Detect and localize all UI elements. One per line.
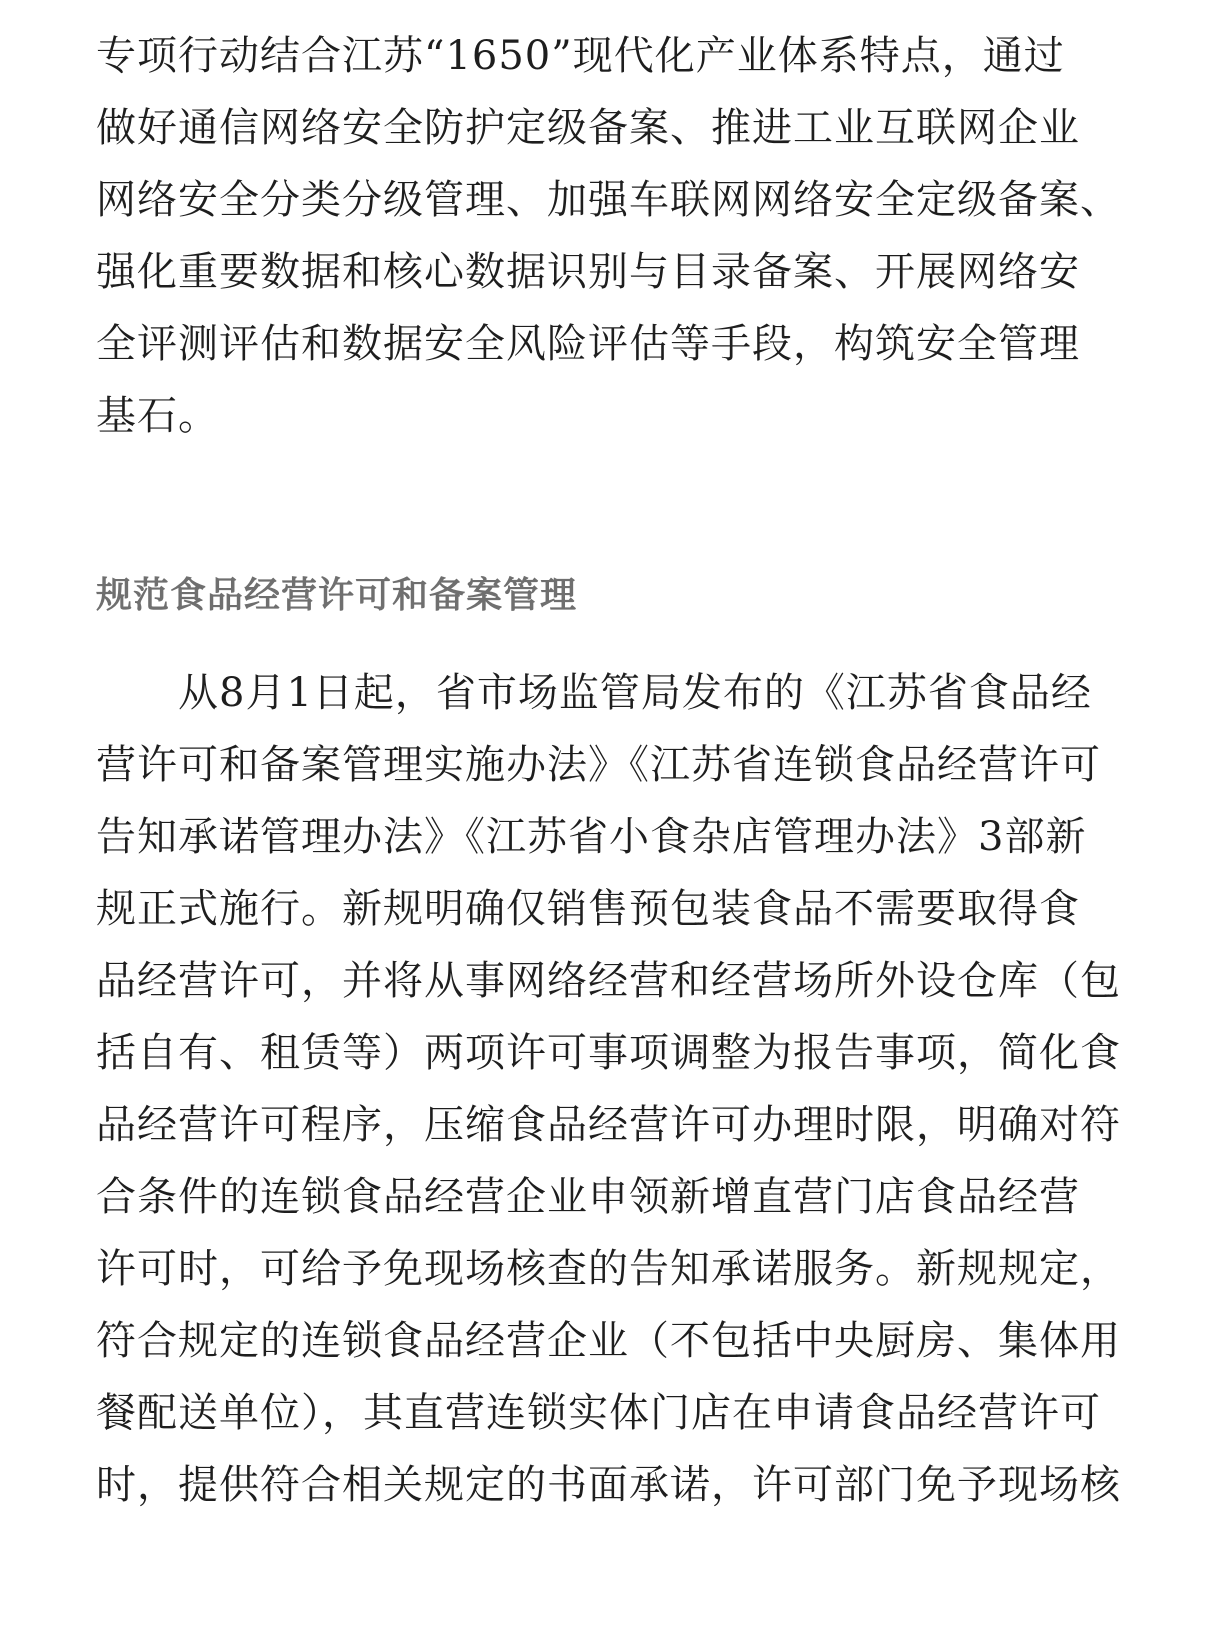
text-line: 时，提供符合相关规定的书面承诺，许可部门免予现场核	[96, 1462, 1121, 1508]
text-line: 强化重要数据和核心数据识别与目录备案、开展网络安	[96, 249, 1080, 295]
text-line: 许可时，可给予免现场核查的告知承诺服务。新规规定，	[96, 1246, 1121, 1292]
text-line: 规正式施行。新规明确仅销售预包装食品不需要取得食	[96, 886, 1080, 932]
text-line: 从8月1日起，省市场监管局发布的《江苏省食品经	[96, 670, 1092, 716]
text-line: 合条件的连锁食品经营企业申领新增直营门店食品经营	[96, 1174, 1080, 1220]
text-line: 做好通信网络安全防护定级备案、推进工业互联网企业	[96, 105, 1080, 151]
paragraph-cybersecurity	[96, 20, 1176, 452]
text-line: 全评测评估和数据安全风险评估等手段，构筑安全管理	[96, 321, 1080, 367]
text-line: 符合规定的连锁食品经营企业（不包括中央厨房、集体用	[96, 1318, 1121, 1364]
text-line: 网络安全分类分级管理、加强车联网网络安全定级备案、	[96, 177, 1121, 223]
section-heading: 规范食品经营许可和备案管理	[96, 575, 578, 616]
text-line: 基石。	[96, 393, 219, 439]
text-line: 品经营许可程序，压缩食品经营许可办理时限，明确对符	[96, 1102, 1121, 1148]
text-line: 括自有、租赁等）两项许可事项调整为报告事项，简化食	[96, 1030, 1121, 1076]
text-line: 告知承诺管理办法》《江苏省小食杂店管理办法》3部新	[96, 814, 1087, 860]
text-line: 品经营许可，并将从事网络经营和经营场所外设仓库（包	[96, 958, 1121, 1004]
text-line: 专项行动结合江苏“1650”现代化产业体系特点，通过	[96, 33, 1065, 79]
text-line: 营许可和备案管理实施办法》《江苏省连锁食品经营许可	[96, 742, 1101, 788]
paragraph-food-licensing	[96, 657, 1176, 1521]
text-line: 餐配送单位），其直营连锁实体门店在申请食品经营许可	[96, 1390, 1101, 1436]
